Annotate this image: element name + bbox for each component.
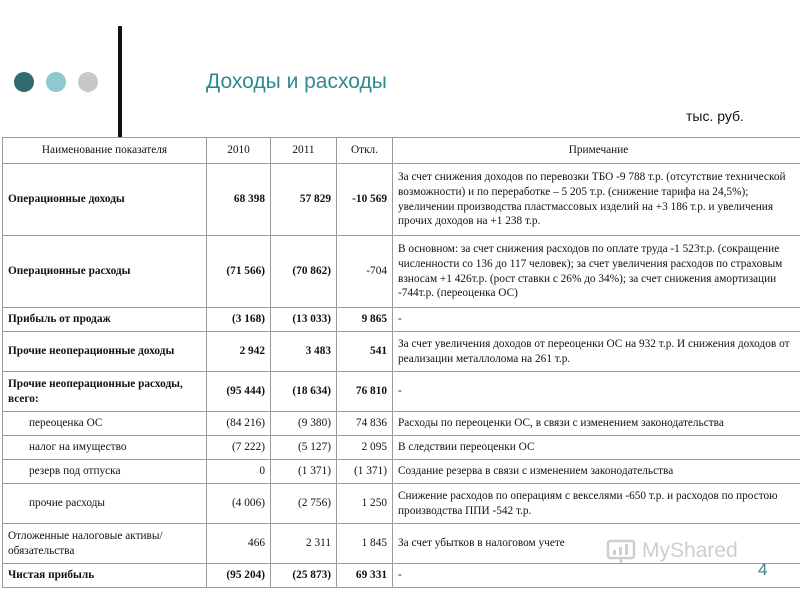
watermark-text: MyShared bbox=[642, 539, 738, 562]
value-2011: 2 311 bbox=[271, 524, 337, 564]
value-2011: (18 634) bbox=[271, 372, 337, 412]
header-indicator: Наименование показателя bbox=[3, 138, 207, 164]
value-2010: 2 942 bbox=[207, 332, 271, 372]
table-row bbox=[3, 436, 800, 460]
value-deviation: 541 bbox=[337, 332, 393, 372]
value-2011: (9 380) bbox=[271, 412, 337, 436]
header-deviation: Откл. bbox=[337, 138, 393, 164]
value-deviation: 2 095 bbox=[337, 436, 393, 460]
row-label: Чистая прибыль bbox=[3, 564, 207, 588]
value-2010: (3 168) bbox=[207, 308, 271, 332]
decorative-dots bbox=[14, 72, 98, 92]
table-row bbox=[3, 236, 800, 308]
dot-light bbox=[46, 72, 66, 92]
presentation-icon bbox=[606, 538, 636, 564]
row-label: прочие расходы bbox=[3, 484, 207, 524]
value-2010: (4 006) bbox=[207, 484, 271, 524]
page-number: 4 bbox=[758, 560, 768, 579]
value-2010: 68 398 bbox=[207, 164, 271, 236]
header-note: Примечание bbox=[393, 138, 800, 164]
row-label: налог на имущество bbox=[3, 436, 207, 460]
value-2011: (25 873) bbox=[271, 564, 337, 588]
row-label: Операционные расходы bbox=[3, 236, 207, 308]
table-row bbox=[3, 484, 800, 524]
value-deviation: 1 845 bbox=[337, 524, 393, 564]
dot-grey bbox=[78, 72, 98, 92]
unit-label: тыс. руб. bbox=[686, 108, 744, 124]
table-row bbox=[3, 564, 800, 588]
vertical-divider bbox=[118, 26, 122, 138]
value-2010: 0 bbox=[207, 460, 271, 484]
value-2010: (95 444) bbox=[207, 372, 271, 412]
table-row bbox=[3, 372, 800, 412]
header-2010: 2010 bbox=[207, 138, 271, 164]
slide-title: Доходы и расходы bbox=[206, 70, 387, 93]
value-deviation: 1 250 bbox=[337, 484, 393, 524]
row-note: Создание резерва в связи с изменением законодательства bbox=[393, 460, 800, 484]
row-note: - bbox=[393, 308, 800, 332]
row-note: За счет убытков в налоговом учете bbox=[393, 524, 800, 564]
value-2011: (5 127) bbox=[271, 436, 337, 460]
table-row bbox=[3, 332, 800, 372]
table-row bbox=[3, 164, 800, 236]
row-note: Расходы по переоценки ОС, в связи с изменением законодательства bbox=[393, 412, 800, 436]
header-2011: 2011 bbox=[271, 138, 337, 164]
value-2010: (71 566) bbox=[207, 236, 271, 308]
value-2011: (1 371) bbox=[271, 460, 337, 484]
value-deviation: -10 569 bbox=[337, 164, 393, 236]
table-row bbox=[3, 308, 800, 332]
value-2010: (95 204) bbox=[207, 564, 271, 588]
value-2010: 466 bbox=[207, 524, 271, 564]
row-note: В следствии переоценки ОС bbox=[393, 436, 800, 460]
value-2011: (70 862) bbox=[271, 236, 337, 308]
row-label: Операционные доходы bbox=[3, 164, 207, 236]
row-label: резерв под отпуска bbox=[3, 460, 207, 484]
table-row bbox=[3, 460, 800, 484]
row-note: Снижение расходов по операциям с векселями -650 т.р. и расходов по простою производства ППИ -542 т.р. bbox=[393, 484, 800, 524]
row-label: Прочие неоперационные расходы, всего: bbox=[3, 372, 207, 412]
value-deviation: -704 bbox=[337, 236, 393, 308]
row-note: За счет увеличения доходов от переоценки ОС на 932 т.р. И снижения доходов от реализации металлолома на 261 т.р. bbox=[393, 332, 800, 372]
value-deviation: 69 331 bbox=[337, 564, 393, 588]
row-label: переоценка ОС bbox=[3, 412, 207, 436]
table-header-row bbox=[3, 138, 800, 164]
row-label: Отложенные налоговые активы/ обязательства bbox=[3, 524, 207, 564]
row-note: - bbox=[393, 564, 800, 588]
row-note: В основном: за счет снижения расходов по оплате труда -1 523т.р. (сокращение численности со 136 до 117 человек); за счет увеличения расходов по страховым взносам +1 426т.р. (рост ставки с 26% до 34%); за счет снижения амортизации -744т.р. (переоценка ОС) bbox=[393, 236, 800, 308]
row-label: Прибыль от продаж bbox=[3, 308, 207, 332]
dot-dark bbox=[14, 72, 34, 92]
row-note: - bbox=[393, 372, 800, 412]
table-row bbox=[3, 412, 800, 436]
value-deviation: (1 371) bbox=[337, 460, 393, 484]
value-2011: (2 756) bbox=[271, 484, 337, 524]
row-label: Прочие неоперационные доходы bbox=[3, 332, 207, 372]
value-2011: 3 483 bbox=[271, 332, 337, 372]
value-2011: 57 829 bbox=[271, 164, 337, 236]
value-deviation: 74 836 bbox=[337, 412, 393, 436]
value-2010: (7 222) bbox=[207, 436, 271, 460]
value-deviation: 76 810 bbox=[337, 372, 393, 412]
value-2011: (13 033) bbox=[271, 308, 337, 332]
income-expense-table bbox=[2, 137, 800, 588]
watermark bbox=[606, 538, 738, 564]
value-deviation: 9 865 bbox=[337, 308, 393, 332]
row-note: За счет снижения доходов по перевозки ТБО -9 788 т.р. (отсутствие технической возможности) и по переработке – 5 205 т.р. (снижение тарифа на 24,5%); увеличении производства пластмассовых изделий на +3 186 т.р. и увеличения прочих доходов на +1 238 т.р. bbox=[393, 164, 800, 236]
value-2010: (84 216) bbox=[207, 412, 271, 436]
